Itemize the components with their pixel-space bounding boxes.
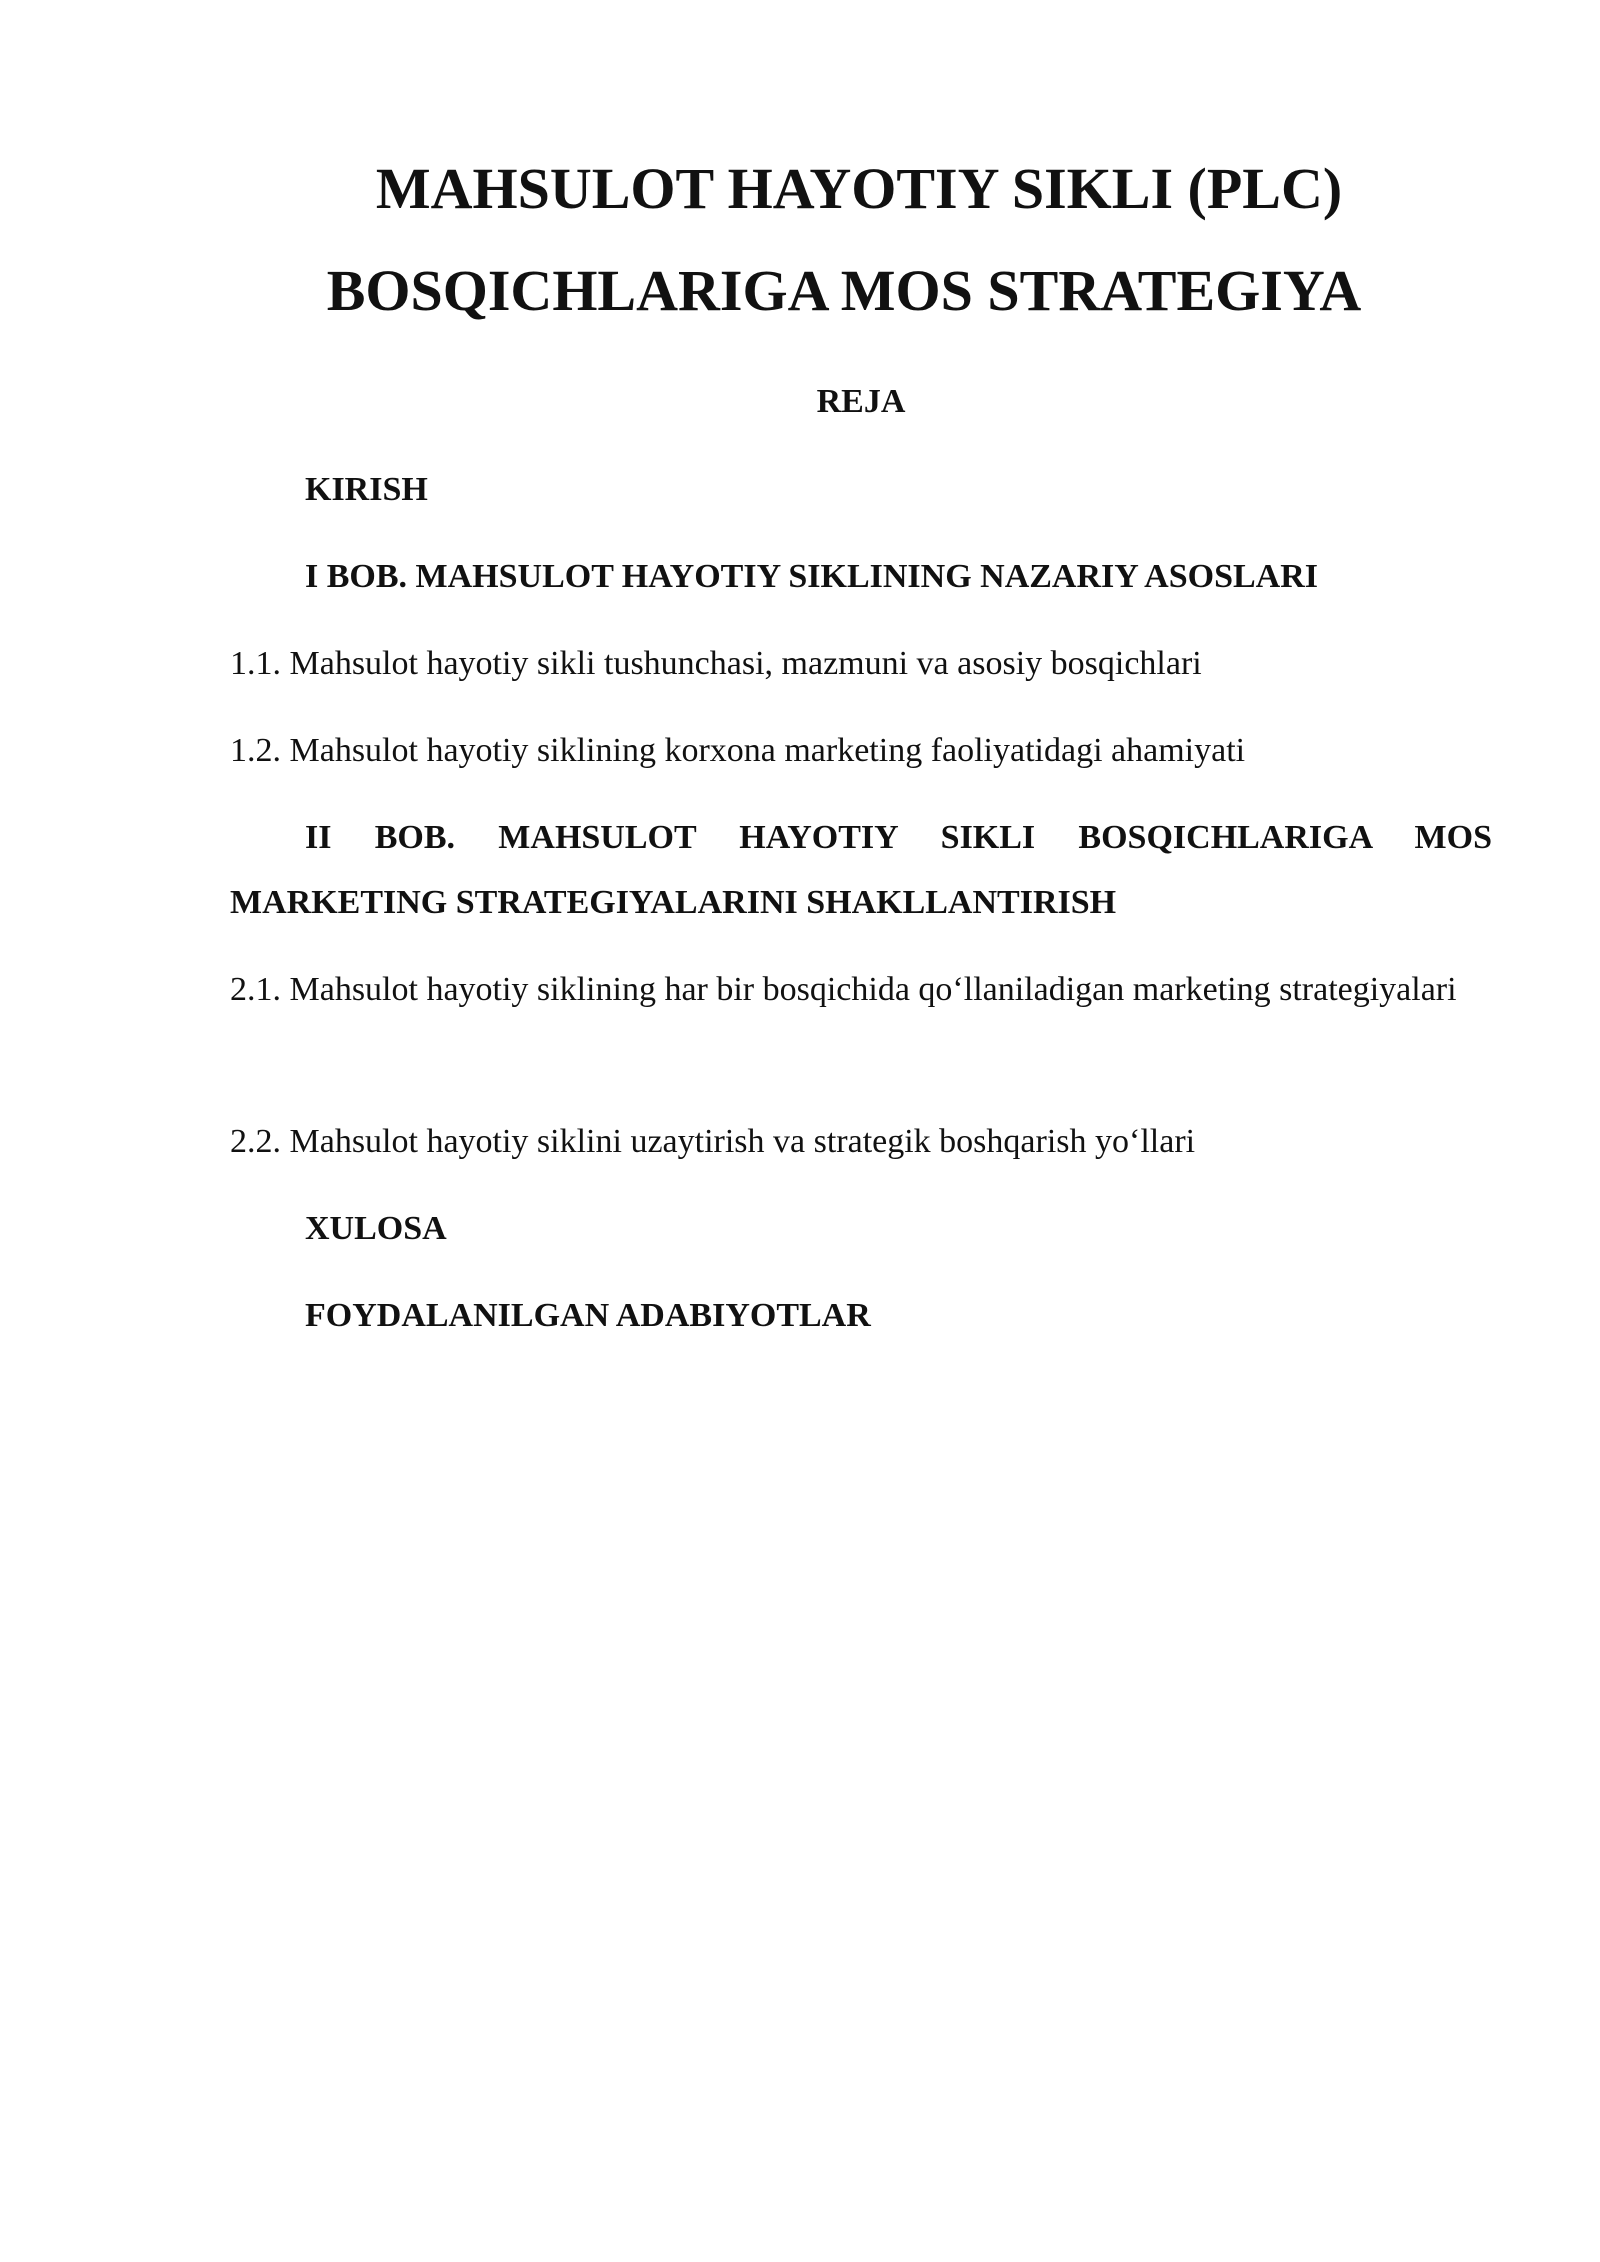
toc-item-introduction: KIRISH	[305, 471, 428, 508]
toc-item-section-2-2: 2.2. Mahsulot hayotiy siklini uzaytirish va strategik boshqarish yo‘llari	[230, 1123, 1196, 1160]
document-title-line-1: MAHSULOT HAYOTIY SIKLI (PLC)	[375, 156, 1343, 221]
toc-item-chapter-1: I BOB. MAHSULOT HAYOTIY SIKLINING NAZARIY ASOSLARI	[305, 558, 1319, 595]
toc-item-section-1-2: 1.2. Mahsulot hayotiy siklining korxona marketing faoliyatidagi ahamiyati	[230, 732, 1246, 769]
toc-item-chapter-2: II BOB. MAHSULOT HAYOTIY SIKLI BOSQICHLARIGA MOS MARKETING STRATEGIYALARINI SHAKLLANTIRISH	[230, 819, 1492, 921]
toc-item-references: FOYDALANILGAN ADABIYOTLAR	[305, 1297, 871, 1334]
toc-item-section-2-1: 2.1. Mahsulot hayotiy siklining har bir bosqichida qo‘llaniladigan marketing strategiyalari	[230, 971, 1457, 1008]
document-title-line-2: BOSQICHLARIGA MOS STRATEGIYA	[326, 258, 1362, 323]
toc-item-conclusion: XULOSA	[305, 1210, 447, 1247]
plan-heading: REJA	[816, 383, 906, 420]
toc-item-section-1-1: 1.1. Mahsulot hayotiy sikli tushunchasi, mazmuni va asosiy bosqichlari	[230, 645, 1202, 682]
